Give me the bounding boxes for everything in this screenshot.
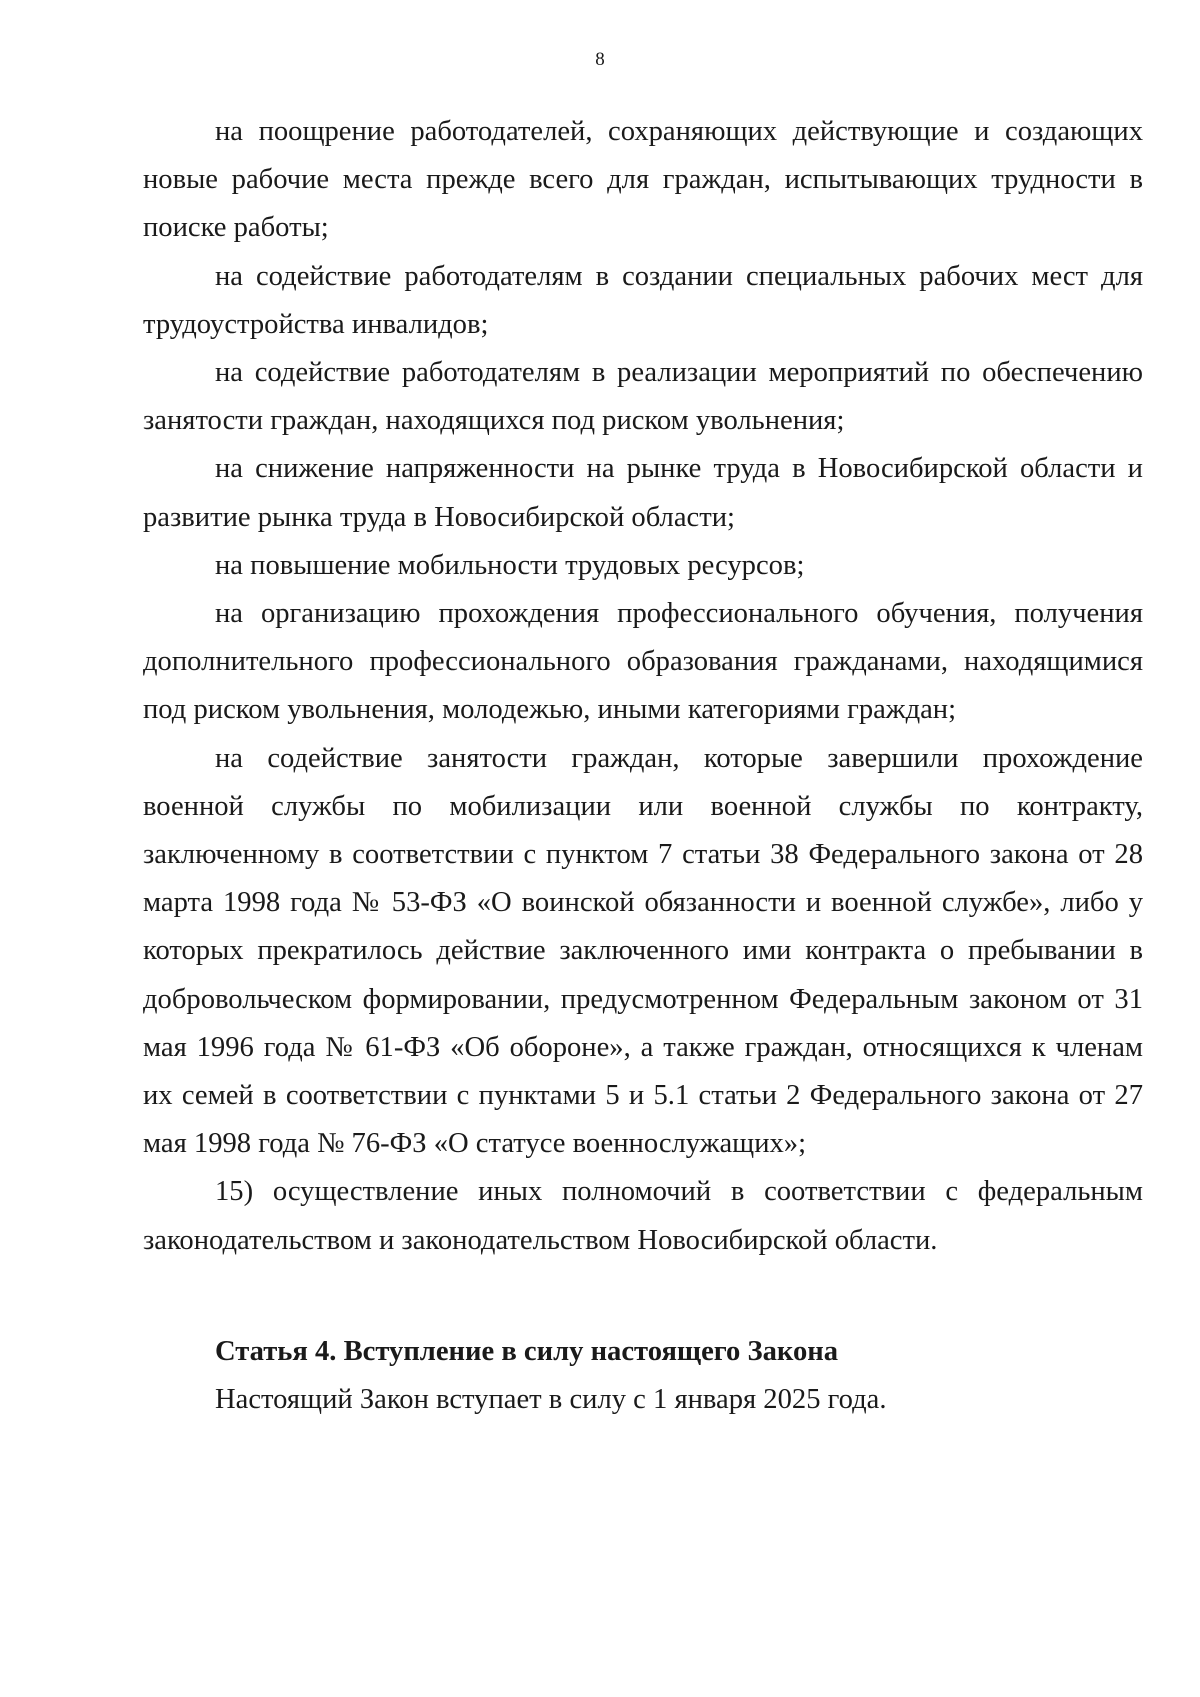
paragraph-mobility: на повышение мобильности трудовых ресурсов; xyxy=(215,549,805,581)
paragraph-labor-market: на снижение напряженности на рынке труда в Новосибирской области и развитие рынка труда в Новосибирской области; xyxy=(143,453,1143,533)
paragraph-disabled-employment: на содействие работодателям в создании специальных рабочих мест для трудоустройства инвалидов; xyxy=(143,260,1143,340)
page-number: 8 xyxy=(595,49,605,70)
paragraph-training: на организацию прохождения профессионального обучения, получения дополнительного профессионального образования гражданами, находящимися под риском увольнения, молодежью, иными категориями граждан; xyxy=(143,598,1143,726)
paragraph-dismissal-risk: на содействие работодателям в реализации мероприятий по обеспечению занятости граждан, находящихся под риском увольнения; xyxy=(143,357,1143,437)
article-heading: Статья 4. Вступление в силу настоящего Закона xyxy=(215,1336,839,1367)
article-text: Настоящий Закон вступает в силу с 1 января 2025 года. xyxy=(215,1384,887,1416)
paragraph-other-powers: 15) осуществление иных полномочий в соответствии с федеральным законодательством и законодательством Новосибирской области. xyxy=(143,1176,1143,1256)
paragraph-military-employment: на содействие занятости граждан, которые завершили прохождение военной службы по мобилизации или военной службы по контракту, заключенному в соответствии с пунктом 7 статьи 38 Федерального закона от 28 марта 1998 года № 53-ФЗ «О воинской обязанности и военной службе», либо у которых прекратилось действие заключенного ими контракта о пребывании в добровольческом формировании, предусмотренном Федеральным законом от 31 мая 1996 года № 61-ФЗ «Об обороне», а также граждан, относящихся к членам их семей в соответствии с пунктами 5 и 5.1 статьи 2 Федерального закона от 27 мая 1998 года № 76-ФЗ «О статусе военнослужащих»; xyxy=(143,742,1143,1160)
document-body xyxy=(143,108,1143,1265)
article-section xyxy=(143,1328,1143,1424)
paragraph-employer-incentive: на поощрение работодателей, сохраняющих действующие и создающих новые рабочие места прежде всего для граждан, испытывающих трудности в поиске работы; xyxy=(143,116,1143,244)
